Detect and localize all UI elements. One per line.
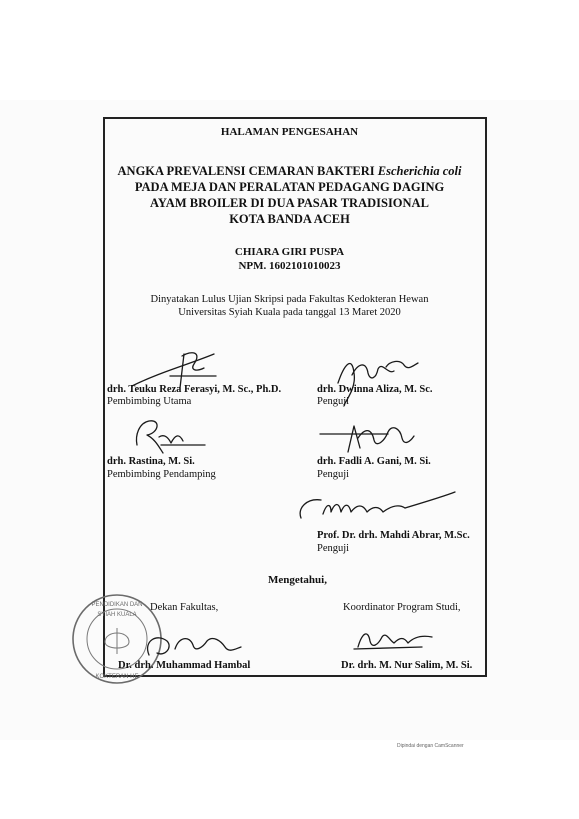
signature-hambal [135,625,245,665]
signatory-1-name: drh. Teuku Reza Ferasyi, M. Sc., Ph.D. [107,384,282,395]
page-heading: HALAMAN PENGESAHAN [220,126,359,138]
statement-line-1: Dinyatakan Lulus Ujian Skripsi pada Fakultas Kedokteran Hewan [150,294,429,305]
dean-role: Dekan Fakultas, [150,602,219,613]
student-number: NPM. 1602101010023 [238,260,341,272]
title-main-text: ANGKA PREVALENSI CEMARAN BAKTERI [117,164,375,178]
stamp-text-middle: SYIAH KUALA [97,612,137,618]
dean-name: Dr. drh. Muhammad Hambal [118,660,251,671]
thesis-title-line-1 [0,163,579,179]
acknowledgement-heading: Mengetahui, [268,574,327,586]
statement-line-2: Universitas Syiah Kuala pada tanggal 13 Maret 2020 [178,307,401,318]
signatory-4-role: Penguji [317,469,350,480]
author-name: CHIARA GIRI PUSPA [234,246,345,258]
signatory-3-role: Pembimbing Pendamping [107,469,216,480]
stamp-text-bottom: KOKTERAN HE [95,674,139,680]
signatory-5-role: Penguji [317,543,350,554]
coordinator-role: Koordinator Program Studi, [343,602,461,613]
signatory-5-name: Prof. Dr. drh. Mahdi Abrar, M.Sc. [317,530,470,541]
signatory-3-name: drh. Rastina, M. Si. [107,456,195,467]
signature-salim [352,625,442,655]
signatory-2-role: Penguji [317,396,350,407]
signatory-4-name: drh. Fadli A. Gani, M. Si. [317,456,431,467]
signature-abrar [295,490,460,526]
thesis-title-line-4: KOTA BANDA ACEH [229,212,350,226]
coordinator-name: Dr. drh. M. Nur Salim, M. Si. [341,660,473,671]
signatory-2-name: drh. Dwinna Aliza, M. Sc. [317,384,433,395]
signatory-1-role: Pembimbing Utama [107,396,192,407]
signature-gani [318,418,448,460]
thesis-title-line-3: AYAM BROILER DI DUA PASAR TRADISIONAL [150,196,429,210]
title-species: Escherichia coli [377,164,462,178]
scanner-watermark-note: Dipindai dengan CamScanner [397,743,464,749]
stamp-text-top: PENDIDIKAN DAN [91,602,143,608]
signature-rastina [125,415,215,457]
thesis-title-line-2: PADA MEJA DAN PERALATAN PEDAGANG DAGING [134,180,445,194]
